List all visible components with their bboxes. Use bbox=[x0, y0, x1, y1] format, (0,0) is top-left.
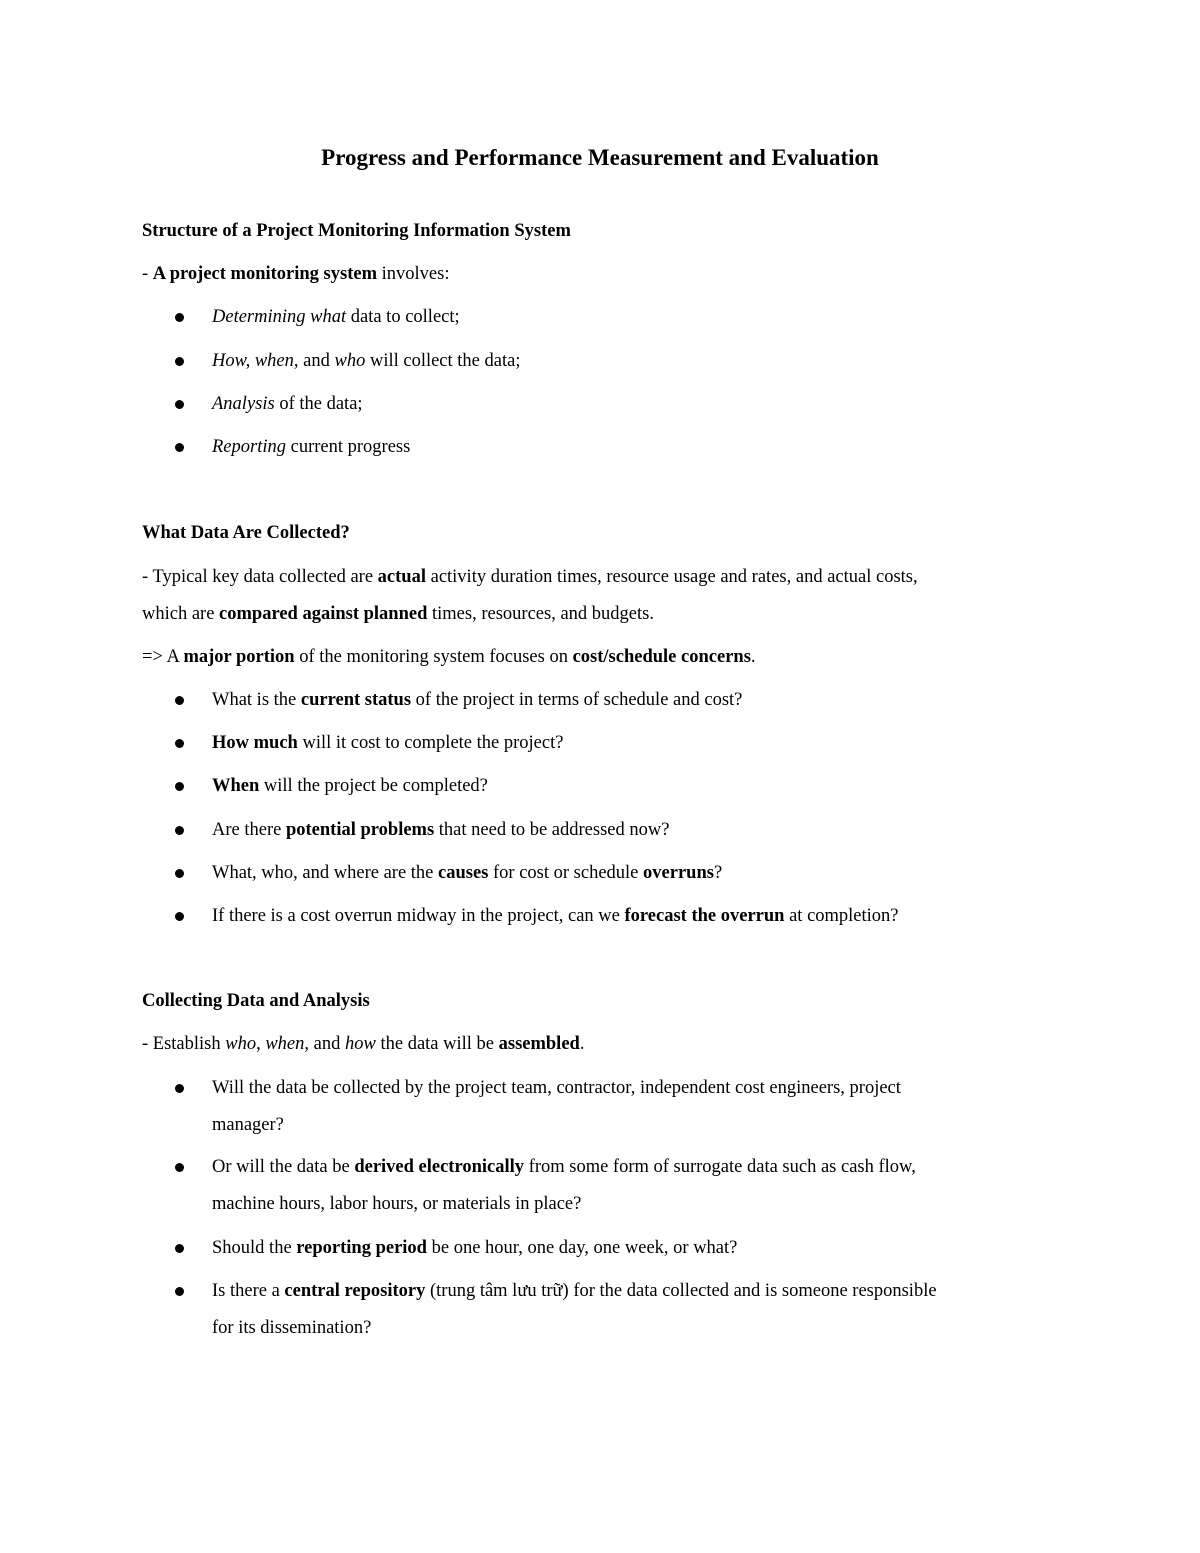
bullet-icon bbox=[175, 313, 184, 322]
bullet-icon bbox=[175, 1163, 184, 1172]
section2-paragraph-line: - Typical key data collected are actual activity duration times, resource usage and rates, and actual costs, bbox=[142, 567, 918, 587]
section-heading-data-collected: What Data Are Collected? bbox=[142, 523, 350, 543]
section3-intro: - Establish who, when, and how the data will be assembled. bbox=[142, 1034, 585, 1054]
bullet-icon bbox=[175, 869, 184, 878]
section-heading-structure: Structure of a Project Monitoring Information System bbox=[142, 221, 571, 241]
list-item: Should the reporting period be one hour, one day, one week, or what? bbox=[0, 1237, 1200, 1261]
list-item: Analysis of the data; bbox=[0, 393, 1200, 417]
section-heading-collecting-data: Collecting Data and Analysis bbox=[142, 991, 370, 1011]
list-item: What is the current status of the project in terms of schedule and cost? bbox=[0, 689, 1200, 713]
list-item: Determining what data to collect; bbox=[0, 306, 1200, 330]
list-item: Reporting current progress bbox=[0, 436, 1200, 460]
bullet-icon bbox=[175, 912, 184, 921]
bullet-icon bbox=[175, 1287, 184, 1296]
list-item: How much will it cost to complete the project? bbox=[0, 732, 1200, 756]
document-title: Progress and Performance Measurement and Evaluation bbox=[321, 145, 879, 170]
bullet-icon bbox=[175, 739, 184, 748]
list-item: How, when, and who will collect the data; bbox=[0, 350, 1200, 374]
list-item: When will the project be completed? bbox=[0, 775, 1200, 799]
section2-paragraph-line: which are compared against planned times, resources, and budgets. bbox=[142, 604, 654, 624]
bullet-icon bbox=[175, 782, 184, 791]
list-item: Will the data be collected by the project team, contractor, independent cost engineers, project manager? bbox=[0, 1077, 1200, 1137]
section2-conclusion: => A major portion of the monitoring system focuses on cost/schedule concerns. bbox=[142, 647, 756, 667]
list-item: Are there potential problems that need to be addressed now? bbox=[0, 819, 1200, 843]
bullet-icon bbox=[175, 400, 184, 409]
list-item: Or will the data be derived electronically from some form of surrogate data such as cash flow, machine hours, labor hours, or materials in place? bbox=[0, 1156, 1200, 1216]
bullet-icon bbox=[175, 826, 184, 835]
bullet-icon bbox=[175, 1244, 184, 1253]
list-item: What, who, and where are the causes for cost or schedule overruns? bbox=[0, 862, 1200, 886]
list-item: If there is a cost overrun midway in the project, can we forecast the overrun at completion? bbox=[0, 905, 1200, 929]
bullet-icon bbox=[175, 1084, 184, 1093]
section1-intro: - A project monitoring system involves: bbox=[142, 264, 450, 284]
bullet-icon bbox=[175, 357, 184, 366]
bullet-icon bbox=[175, 696, 184, 705]
list-item: Is there a central repository (trung tâm lưu trữ) for the data collected and is someone responsible for its dissemination? bbox=[0, 1280, 1200, 1340]
bullet-icon bbox=[175, 443, 184, 452]
